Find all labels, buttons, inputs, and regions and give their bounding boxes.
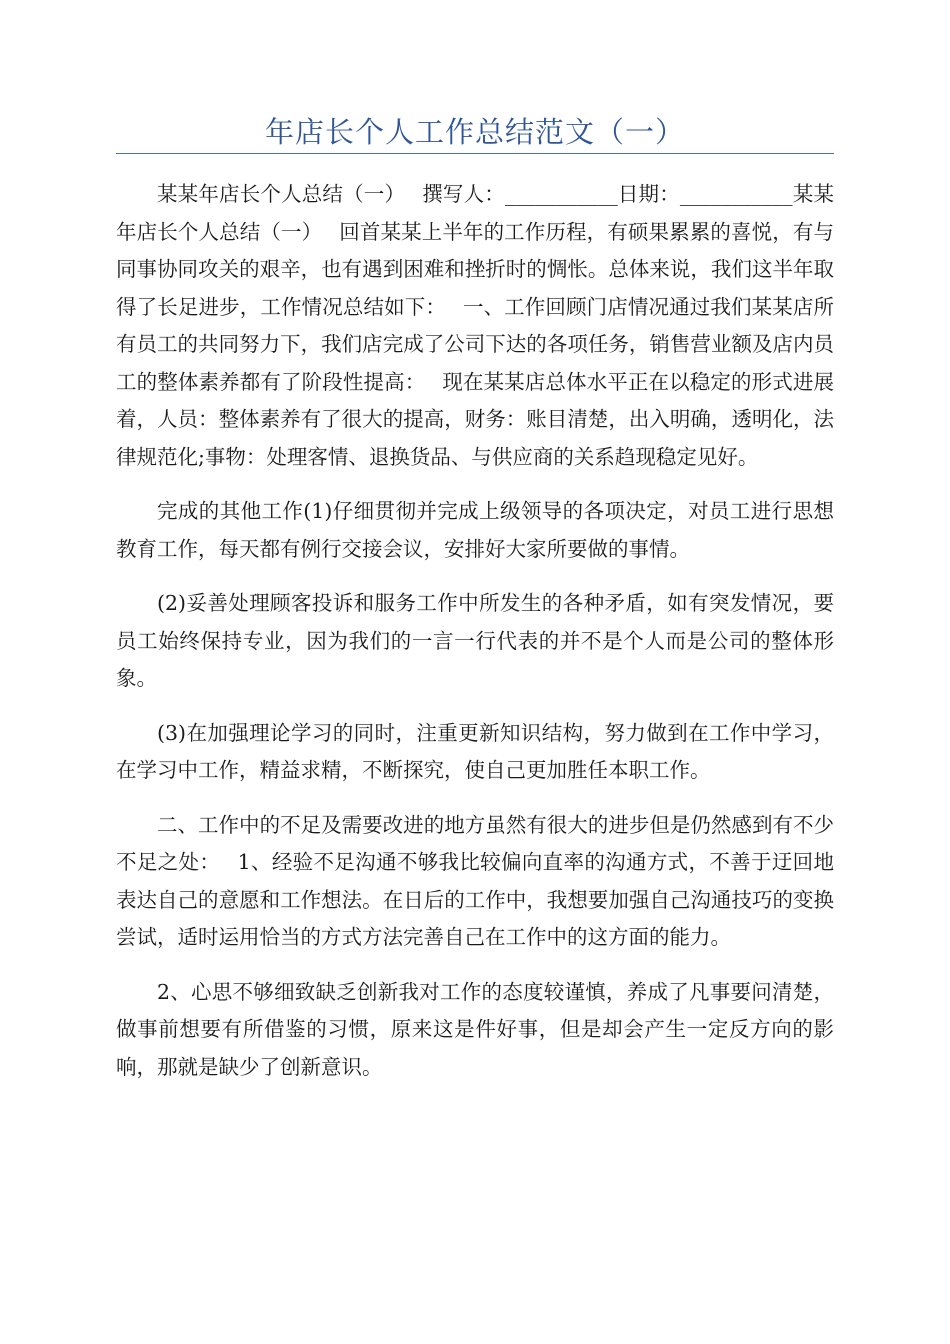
paragraph-other-work-1: 完成的其他工作(1)仔细贯彻并完成上级领导的各项决定，对员工进行思想教育工作，每天都有例行交接会议，安排好大家所要做的事情。 — [116, 499, 834, 561]
document-body — [116, 176, 834, 1103]
document-title: 年店长个人工作总结范文（一） — [264, 115, 685, 149]
paragraph-shortcomings-2: 2、心思不够细致缺乏创新我对工作的态度较谨慎，养成了凡事要问清楚，做事前想要有所借鉴的习惯，原来这是件好事，但是却会产生一定反方向的影响，那就是缺少了创新意识。 — [116, 979, 834, 1079]
paragraph-shortcomings: 二、工作中的不足及需要改进的地方虽然有很大的进步但是仍然感到有不少不足之处： 1、经验不足沟通不够我比较偏向直率的沟通方式，不善于迂回地表达自己的意愿和工作想法。在日后的工作中，我想要加强自己沟通技巧的变换尝试，适时运用恰当的方式方法完善自己在工作中的这方面的能力。 — [116, 812, 834, 949]
paragraph-other-work-3: (3)在加强理论学习的同时，注重更新知识结构，努力做到在工作中学习，在学习中工作，精益求精，不断探究，使自己更加胜任本职工作。 — [116, 720, 834, 782]
title-underline — [116, 153, 834, 154]
paragraph-other-work-2: (2)妥善处理顾客投诉和服务工作中所发生的各种矛盾，如有突发情况，要员工始终保持专业，因为我们的一言一行代表的并不是个人而是公司的整体形象。 — [116, 591, 834, 690]
paragraph-intro: 某某年店长个人总结（一） 撰写人：___________日期：___________某某年店长个人总结（一） 回首某某上半年的工作历程，有硕果累累的喜悦，有与同事协同攻关的艰辛，也有遇到困难和挫折时的惆怅。总体来说，我们这半年取得了长足进步，工作情况总结如下： 一、工作回顾门店情况通过我们某某店所有员工的共同努力下，我们店完成了公司下达的各项任务，销售营业额及店内员工的整体素养都有了阶段性提高： 现在某某店总体水平正在以稳定的形式进展着，人员：整体素养有了很大的提高，财务：账目清楚，出入明确，透明化，法律规范化;事物：处理客情、退换货品、与供应商的关系趋现稳定见好。 — [116, 182, 834, 469]
